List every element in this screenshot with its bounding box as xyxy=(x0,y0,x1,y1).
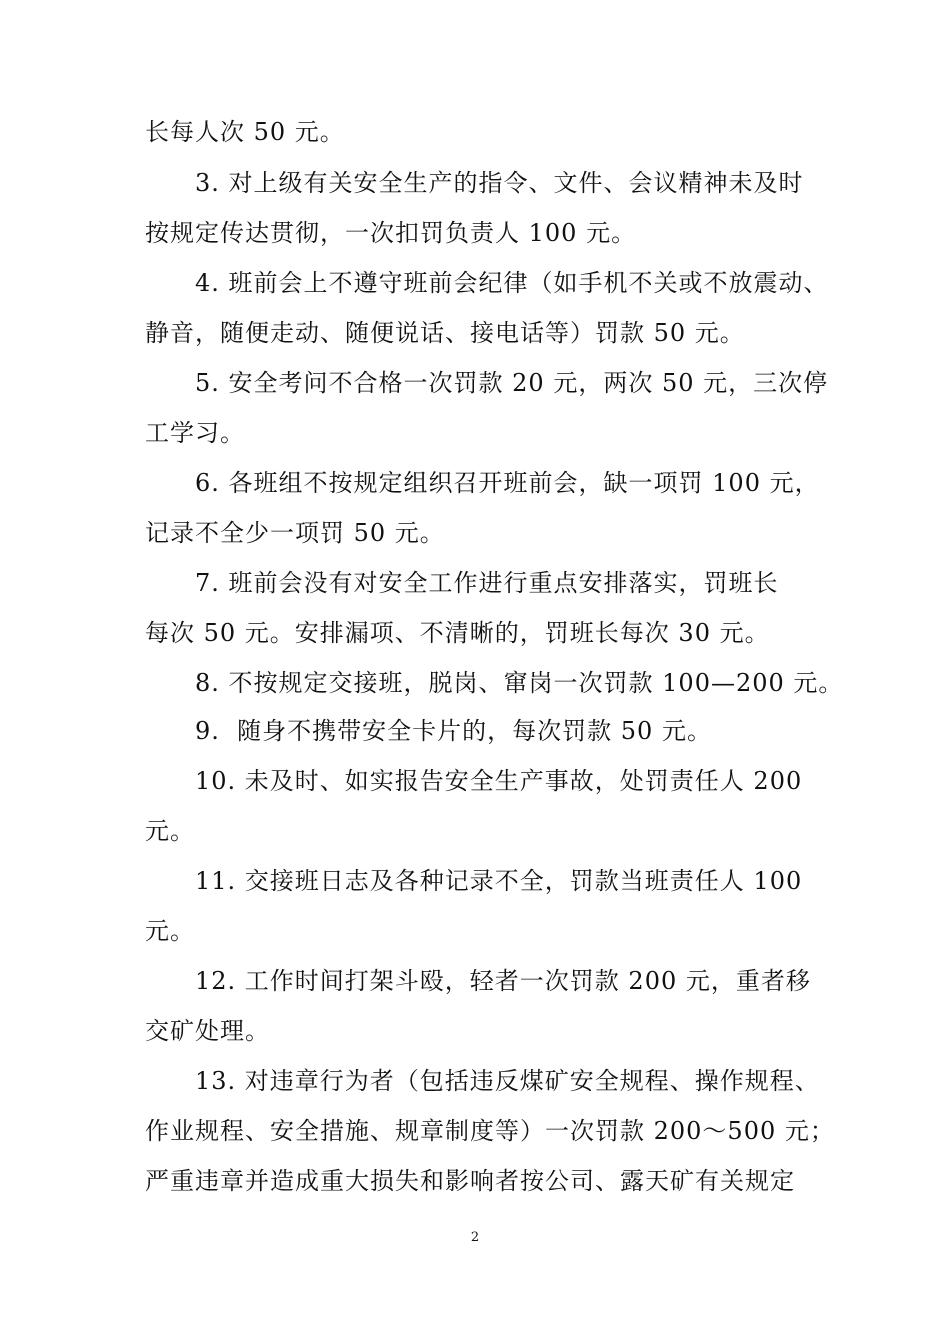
text-line: 元。 xyxy=(145,917,195,945)
text-line: 8. 不按规定交接班，脱岗、窜岗一次罚款 100—200 元。 xyxy=(195,669,844,697)
page-number: 2 xyxy=(470,1230,480,1245)
text-line: 严重违章并造成重大损失和影响者按公司、露天矿有关规定 xyxy=(145,1167,795,1195)
text-line: 4. 班前会上不遵守班前会纪律（如手机不关或不放震动、 xyxy=(195,269,829,297)
text-line: 工学习。 xyxy=(145,419,245,447)
text-line: 作业规程、安全措施、规章制度等）一次罚款 200～500 元； xyxy=(145,1117,835,1145)
text-line: 11. 交接班日志及各种记录不全，罚款当班责任人 100 xyxy=(195,867,803,895)
text-line: 静音，随便走动、随便说话、接电话等）罚款 50 元。 xyxy=(145,319,745,347)
text-line: 13. 对违章行为者（包括违反煤矿安全规程、操作规程、 xyxy=(195,1067,820,1095)
text-line: 按规定传达贯彻，一次扣罚负责人 100 元。 xyxy=(145,219,637,247)
text-line: 记录不全少一项罚 50 元。 xyxy=(145,519,445,547)
text-line: 3. 对上级有关安全生产的指令、文件、会议精神未及时 xyxy=(195,169,804,197)
text-line: 5. 安全考问不合格一次罚款 20 元，两次 50 元，三次停 xyxy=(195,369,829,397)
text-line: 7. 班前会没有对安全工作进行重点安排落实，罚班长 xyxy=(195,569,779,597)
text-line: 6. 各班组不按规定组织召开班前会，缺一项罚 100 元， xyxy=(195,469,820,497)
text-line: 交矿处理。 xyxy=(145,1017,270,1045)
text-line: 长每人次 50 元。 xyxy=(145,118,345,146)
text-line: 9. 随身不携带安全卡片的，每次罚款 50 元。 xyxy=(195,717,712,745)
text-line: 10. 未及时、如实报告安全生产事故，处罚责任人 200 xyxy=(195,767,803,795)
text-line: 元。 xyxy=(145,817,195,845)
text-line: 每次 50 元。安排漏项、不清晰的，罚班长每次 30 元。 xyxy=(145,619,770,647)
text-line: 12. 工作时间打架斗殴，轻者一次罚款 200 元，重者移 xyxy=(195,967,811,995)
